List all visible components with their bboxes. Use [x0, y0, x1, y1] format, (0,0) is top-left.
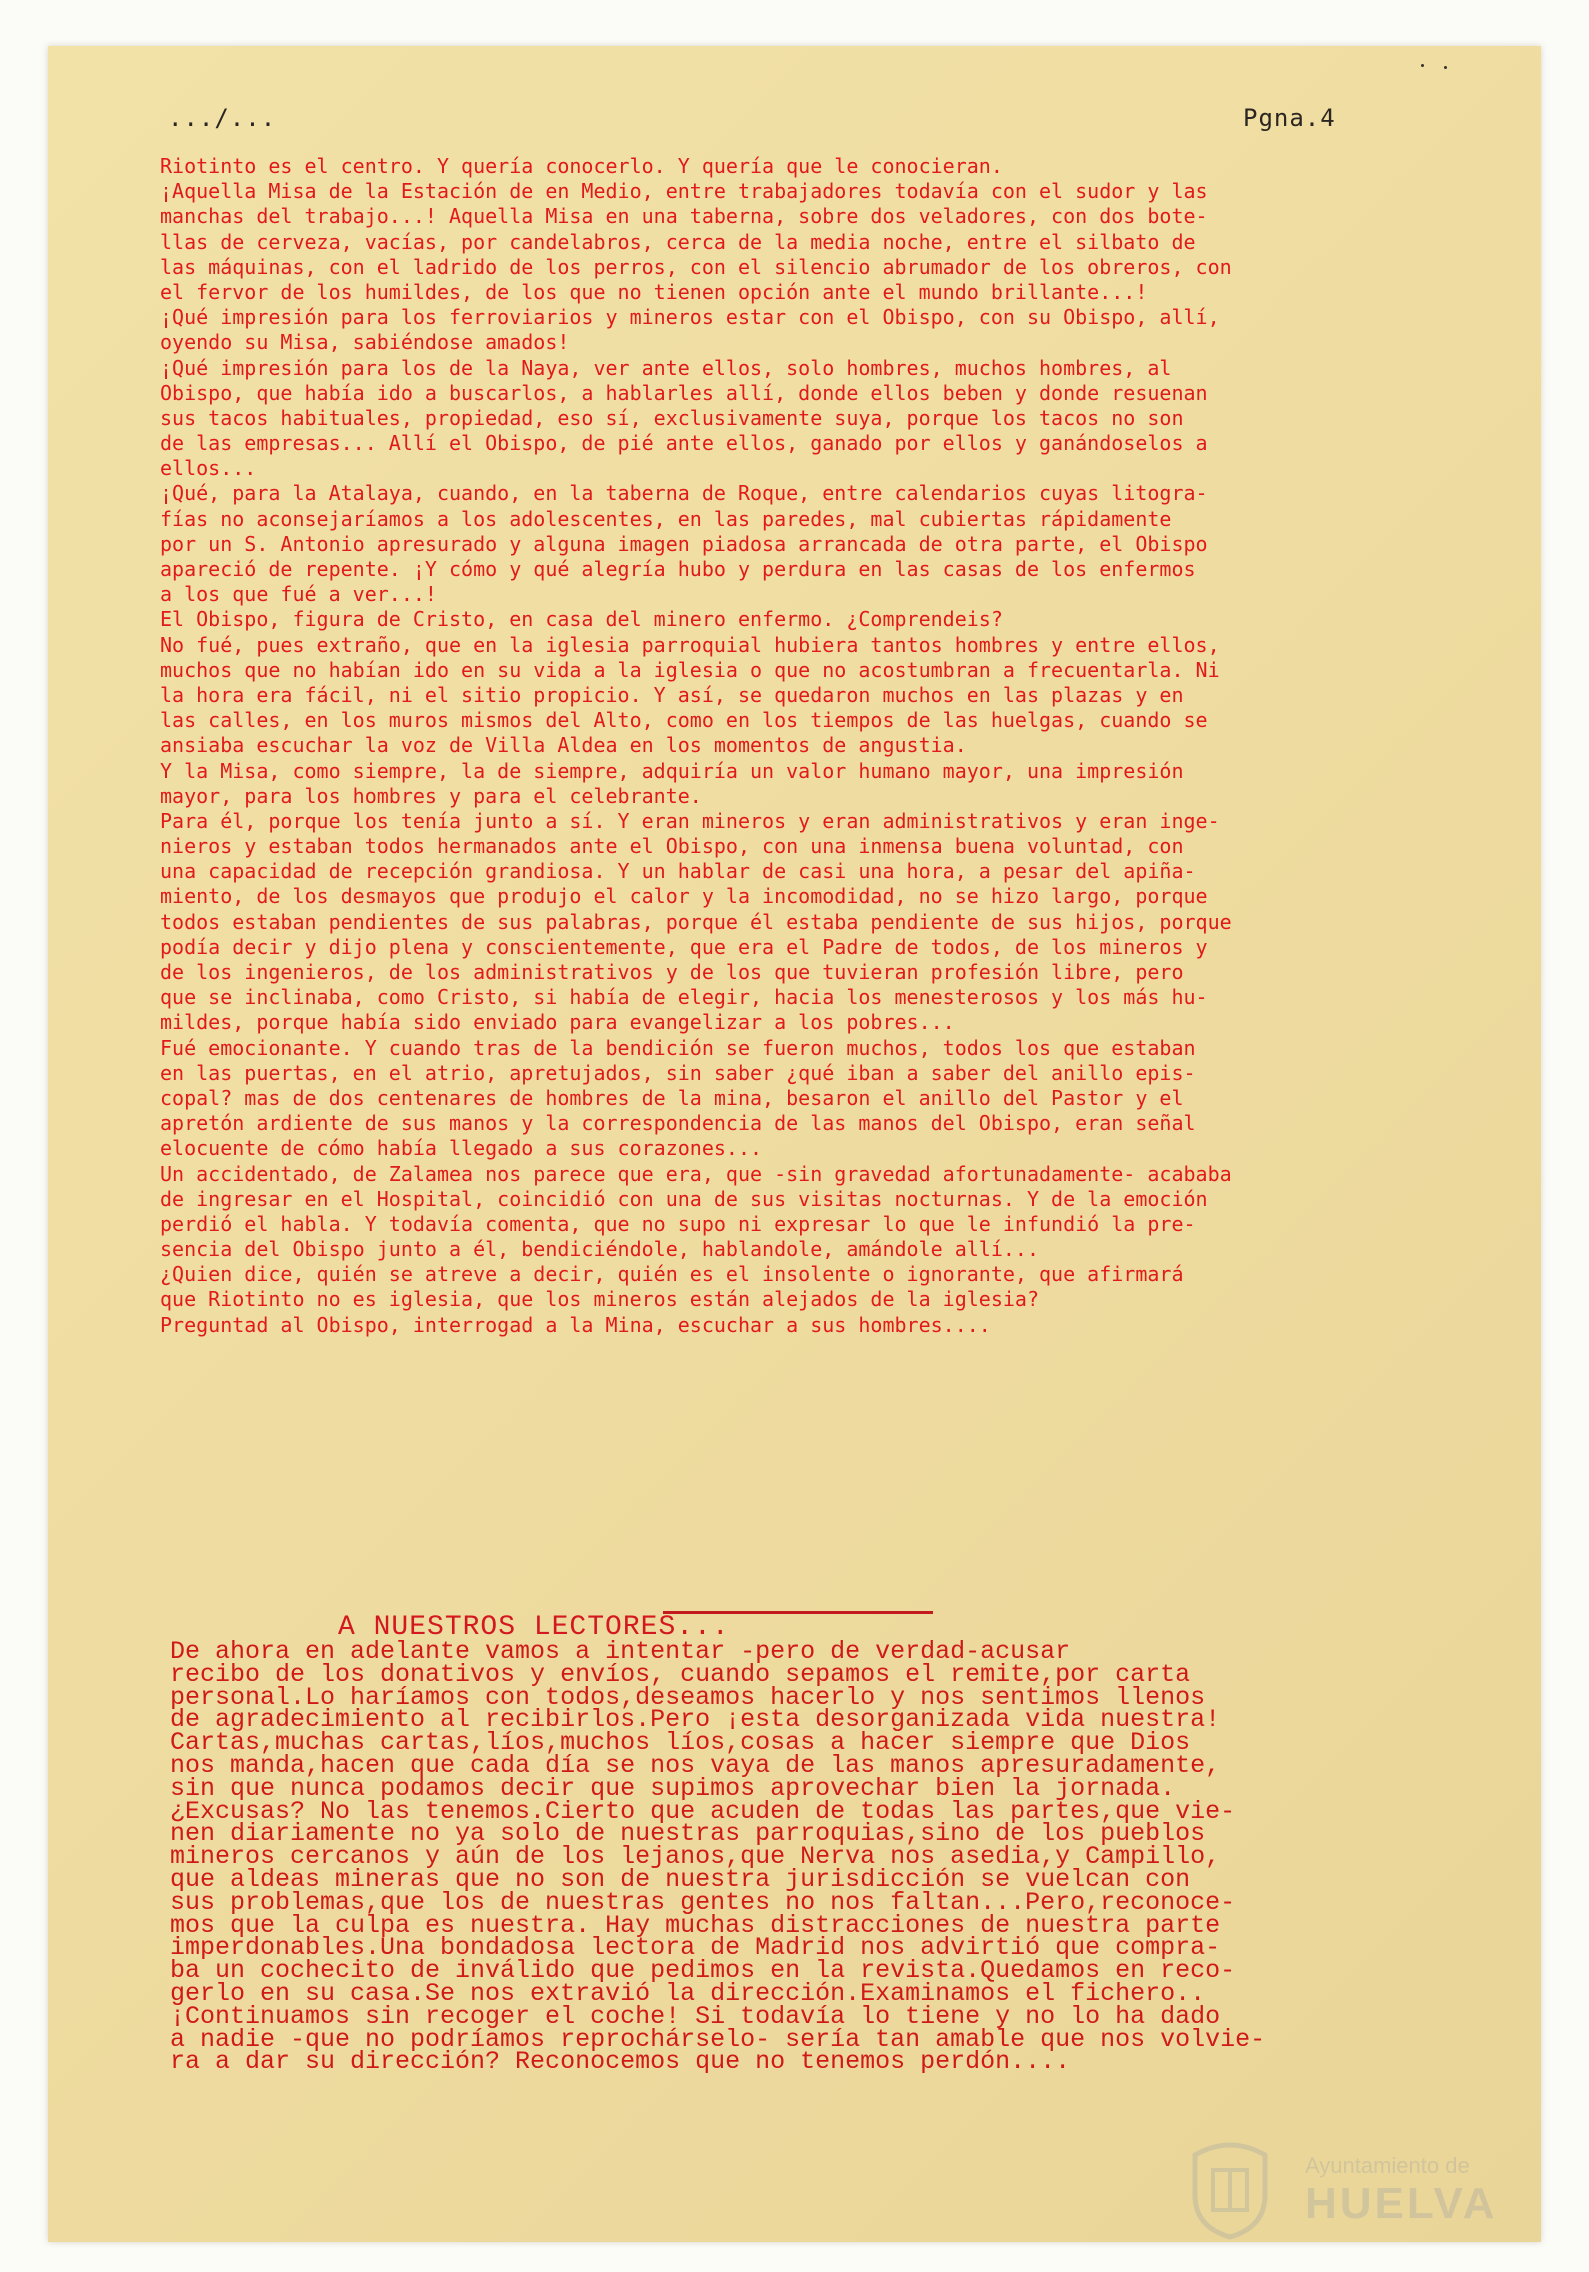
text-line: mos que la culpa es nuestra. Hay muchas distracciones de nuestra parte	[170, 1910, 1221, 1940]
text-line: miento, de los desmayos que produjo el calor y la incomodidad, no se hizo largo, porque	[160, 884, 1208, 909]
text-line: llas de cerveza, vacías, por candelabros, cerca de la media noche, entre el silbato de	[160, 229, 1196, 254]
text-line: nos manda,hacen que cada día se nos vaya de las manos apresuradamente,	[170, 1750, 1221, 1780]
text-line: por un S. Antonio apresurado y alguna imagen piadosa arrancada de otra parte, el Obispo	[160, 531, 1208, 556]
text-line: sin que nunca podamos decir que supimos aprovechar bien la jornada.	[170, 1773, 1176, 1803]
continuation-mark: .../...	[168, 104, 277, 132]
text-line: el fervor de los humildes, de los que no tienen opción ante el mundo brillante...!	[160, 279, 1148, 304]
text-line: ansiaba escuchar la voz de Villa Aldea en los momentos de angustia.	[160, 733, 967, 758]
text-line: en las puertas, en el atrio, apretujados, sin saber ¿qué iban a saber del anillo epis-	[160, 1060, 1196, 1085]
text-line: de las empresas... Allí el Obispo, de pié ante ellos, ganado por ellos y ganándoselos a	[160, 431, 1208, 456]
coat-of-arms-icon	[1185, 2135, 1275, 2240]
page-number: Pgna.4	[1243, 104, 1336, 132]
text-line: Y la Misa, como siempre, la de siempre, adquiría un valor humano mayor, una impresión	[160, 758, 1184, 783]
watermark-line-1: Ayuntamiento de	[1305, 2153, 1470, 2178]
text-line: ¡Qué, para la Atalaya, cuando, en la taberna de Roque, entre calendarios cuyas litogra-	[160, 481, 1208, 506]
text-line: mayor, para los hombres y para el celebrante.	[160, 783, 702, 808]
text-line: apretón ardiente de sus manos y la correspondencia de las manos del Obispo, eran señal	[160, 1111, 1196, 1136]
text-line: las máquinas, con el ladrido de los perros, con el silencio abrumador de los obreros, con	[160, 254, 1232, 279]
text-line: ¿Excusas? No las tenemos.Cierto que acuden de todas las partes,que vie-	[170, 1796, 1236, 1826]
text-line: ¡Qué impresión para los ferroviarios y mineros estar con el Obispo, con su Obispo, allí,	[160, 305, 1220, 330]
text-line: a nadie -que no podríamos reprochárselo- sería tan amable que nos volvie-	[170, 2024, 1266, 2054]
text-line: apareció de repente. ¡Y cómo y qué alegría hubo y perdura en las casas de los enfermos	[160, 557, 1196, 581]
text-line: ¡Aquella Misa de la Estación de en Medio, entre trabajadores todavía con el sudor y las	[160, 179, 1208, 204]
watermark-line-2: HUELVA	[1305, 2179, 1498, 2228]
text-line: ra a dar su dirección? Reconocemos que no tenemos perdón....	[170, 2047, 1071, 2077]
text-line: Obispo, que había ido a buscarlos, a hablarles allí, donde ellos beben y donde resuenan	[160, 380, 1208, 405]
text-line: elocuente de cómo había llegado a sus corazones...	[160, 1136, 763, 1161]
text-line: ¡Continuamos sin recoger el coche! Si todavía lo tiene y no lo ha dado	[170, 2001, 1221, 2031]
text-line: perdió el habla. Y todavía comenta, que no supo ni expresar lo que le infundió la pre-	[160, 1211, 1196, 1236]
text-line: sus tacos habituales, propiedad, eso sí, exclusivamente suya, porque los tacos no son	[160, 405, 1184, 430]
text-line: De ahora en adelante vamos a intentar -pero de verdad-acusar	[170, 1637, 1071, 1666]
text-line: que se inclinaba, como Cristo, si había de elegir, hacia los menesterosos y los más hu-	[160, 985, 1208, 1010]
text-line: de los ingenieros, de los administrativos y de los que tuvieran profesión libre, pero	[160, 960, 1184, 984]
typewritten-sheet	[48, 46, 1541, 2242]
text-line: Preguntad al Obispo, interrogad a la Mina, escuchar a sus hombres....	[160, 1312, 991, 1337]
text-line: gerlo en su casa.Se nos extravió la dirección.Examinamos el fichero..	[170, 1978, 1206, 2008]
text-line: que aldeas mineras que no son de nuestra jurisdicción se vuelcan con	[170, 1864, 1191, 1894]
text-line: Un accidentado, de Zalamea nos parece que era, que -sin gravedad afortunadamente- acababa	[160, 1161, 1232, 1186]
text-line: oyendo su Misa, sabiéndose amados!	[160, 330, 570, 355]
text-line: Cartas,muchas cartas,líos,muchos líos,cosas a hacer siempre que Dios	[170, 1728, 1191, 1758]
text-line: de ingresar en el Hospital, coincidió con una de sus visitas nocturnas. Y de la emoción	[160, 1186, 1208, 1211]
text-line: ba un cochecito de inválido que pedimos en la revista.Quedamos en reco-	[170, 1956, 1236, 1986]
text-line: que Riotinto no es iglesia, que los mineros están alejados de la iglesia?	[160, 1287, 1039, 1312]
text-line: Riotinto es el centro. Y quería conocerlo. Y quería que le conocieran.	[160, 154, 1003, 178]
text-line: manchas del trabajo...! Aquella Misa en una taberna, sobre dos veladores, con dos bote-	[160, 204, 1208, 229]
text-line: todos estaban pendientes de sus palabras, porque él estaba pendiente de sus hijos, porque	[160, 909, 1232, 934]
text-line: nen diariamente no ya solo de nuestras parroquias,sino de los pueblos	[170, 1819, 1206, 1849]
archive-watermark	[1185, 2135, 1515, 2245]
article-body	[160, 154, 1500, 1338]
text-line: Para él, porque los tenía junto a sí. Y eran mineros y eran administrativos y eran inge-	[160, 808, 1220, 833]
paper-speck	[1421, 64, 1424, 67]
text-line: personal.Lo haríamos con todos,deseamos hacerlo y nos sentimos llenos	[170, 1682, 1206, 1712]
text-line: sencia del Obispo junto a él, bendiciéndole, hablandole, amándole allí...	[160, 1237, 1039, 1262]
text-line: recibo de los donativos y envíos, cuando sepamos el remite,por carta	[170, 1659, 1191, 1689]
text-line: podía decir y dijo plena y conscientemente, que era el Padre de todos, de los mineros y	[160, 934, 1208, 959]
text-line: sus problemas,que los de nuestras gentes no nos faltan...Pero,reconoce-	[170, 1887, 1236, 1917]
text-line: ¡Qué impresión para los de la Naya, ver ante ellos, solo hombres, muchos hombres, al	[160, 355, 1172, 380]
text-line: muchos que no habían ido en su vida a la iglesia o que no acostumbran a frecuentarla. Ni	[160, 657, 1220, 682]
text-line: de agradecimiento al recibirlos.Pero ¡esta desorganizada vida nuestra!	[170, 1705, 1221, 1735]
text-line: Fué emocionante. Y cuando tras de la bendición se fueron muchos, todos los que estaban	[160, 1035, 1196, 1060]
text-line: a los que fué a ver...!	[160, 582, 437, 607]
text-line: las calles, en los muros mismos del Alto, como en los tiempos de las huelgas, cuando se	[160, 708, 1208, 733]
notice-body	[170, 1637, 1500, 2077]
notice-title: A NUESTROS LECTORES...	[338, 1612, 730, 1643]
text-line: una capacidad de recepción grandiosa. Y un hablar de casi una hora, a pesar del apiña-	[160, 859, 1196, 884]
text-line: mineros cercanos y aún de los lejanos,que Nerva nos asedia,y Campillo,	[170, 1842, 1221, 1872]
text-line: ¿Quien dice, quién se atreve a decir, quién es el insolente o ignorante, que afirmará	[160, 1262, 1184, 1287]
text-line: El Obispo, figura de Cristo, en casa del minero enfermo. ¿Comprendeis?	[160, 607, 1003, 632]
text-line: la hora era fácil, ni el sitio propicio. Y así, se quedaron muchos en las plazas y en	[160, 682, 1184, 707]
text-line: mildes, porque había sido enviado para evangelizar a los pobres...	[160, 1010, 955, 1035]
text-line: copal? mas de dos centenares de hombres de la mina, besaron el anillo del Pastor y el	[160, 1085, 1184, 1110]
text-line: imperdonables.Una bondadosa lectora de Madrid nos advirtió que compra-	[170, 1933, 1221, 1963]
text-line: ellos...	[160, 456, 257, 481]
text-line: No fué, pues extraño, que en la iglesia parroquial hubiera tantos hombres y entre ellos,	[160, 632, 1220, 657]
text-line: nieros y estaban todos hermanados ante el Obispo, con una inmensa buena voluntad, con	[160, 834, 1184, 859]
paper-speck	[1444, 66, 1447, 69]
text-line: fías no aconsejaríamos a los adolescentes, en las paredes, mal cubiertas rápidamente	[160, 506, 1172, 531]
